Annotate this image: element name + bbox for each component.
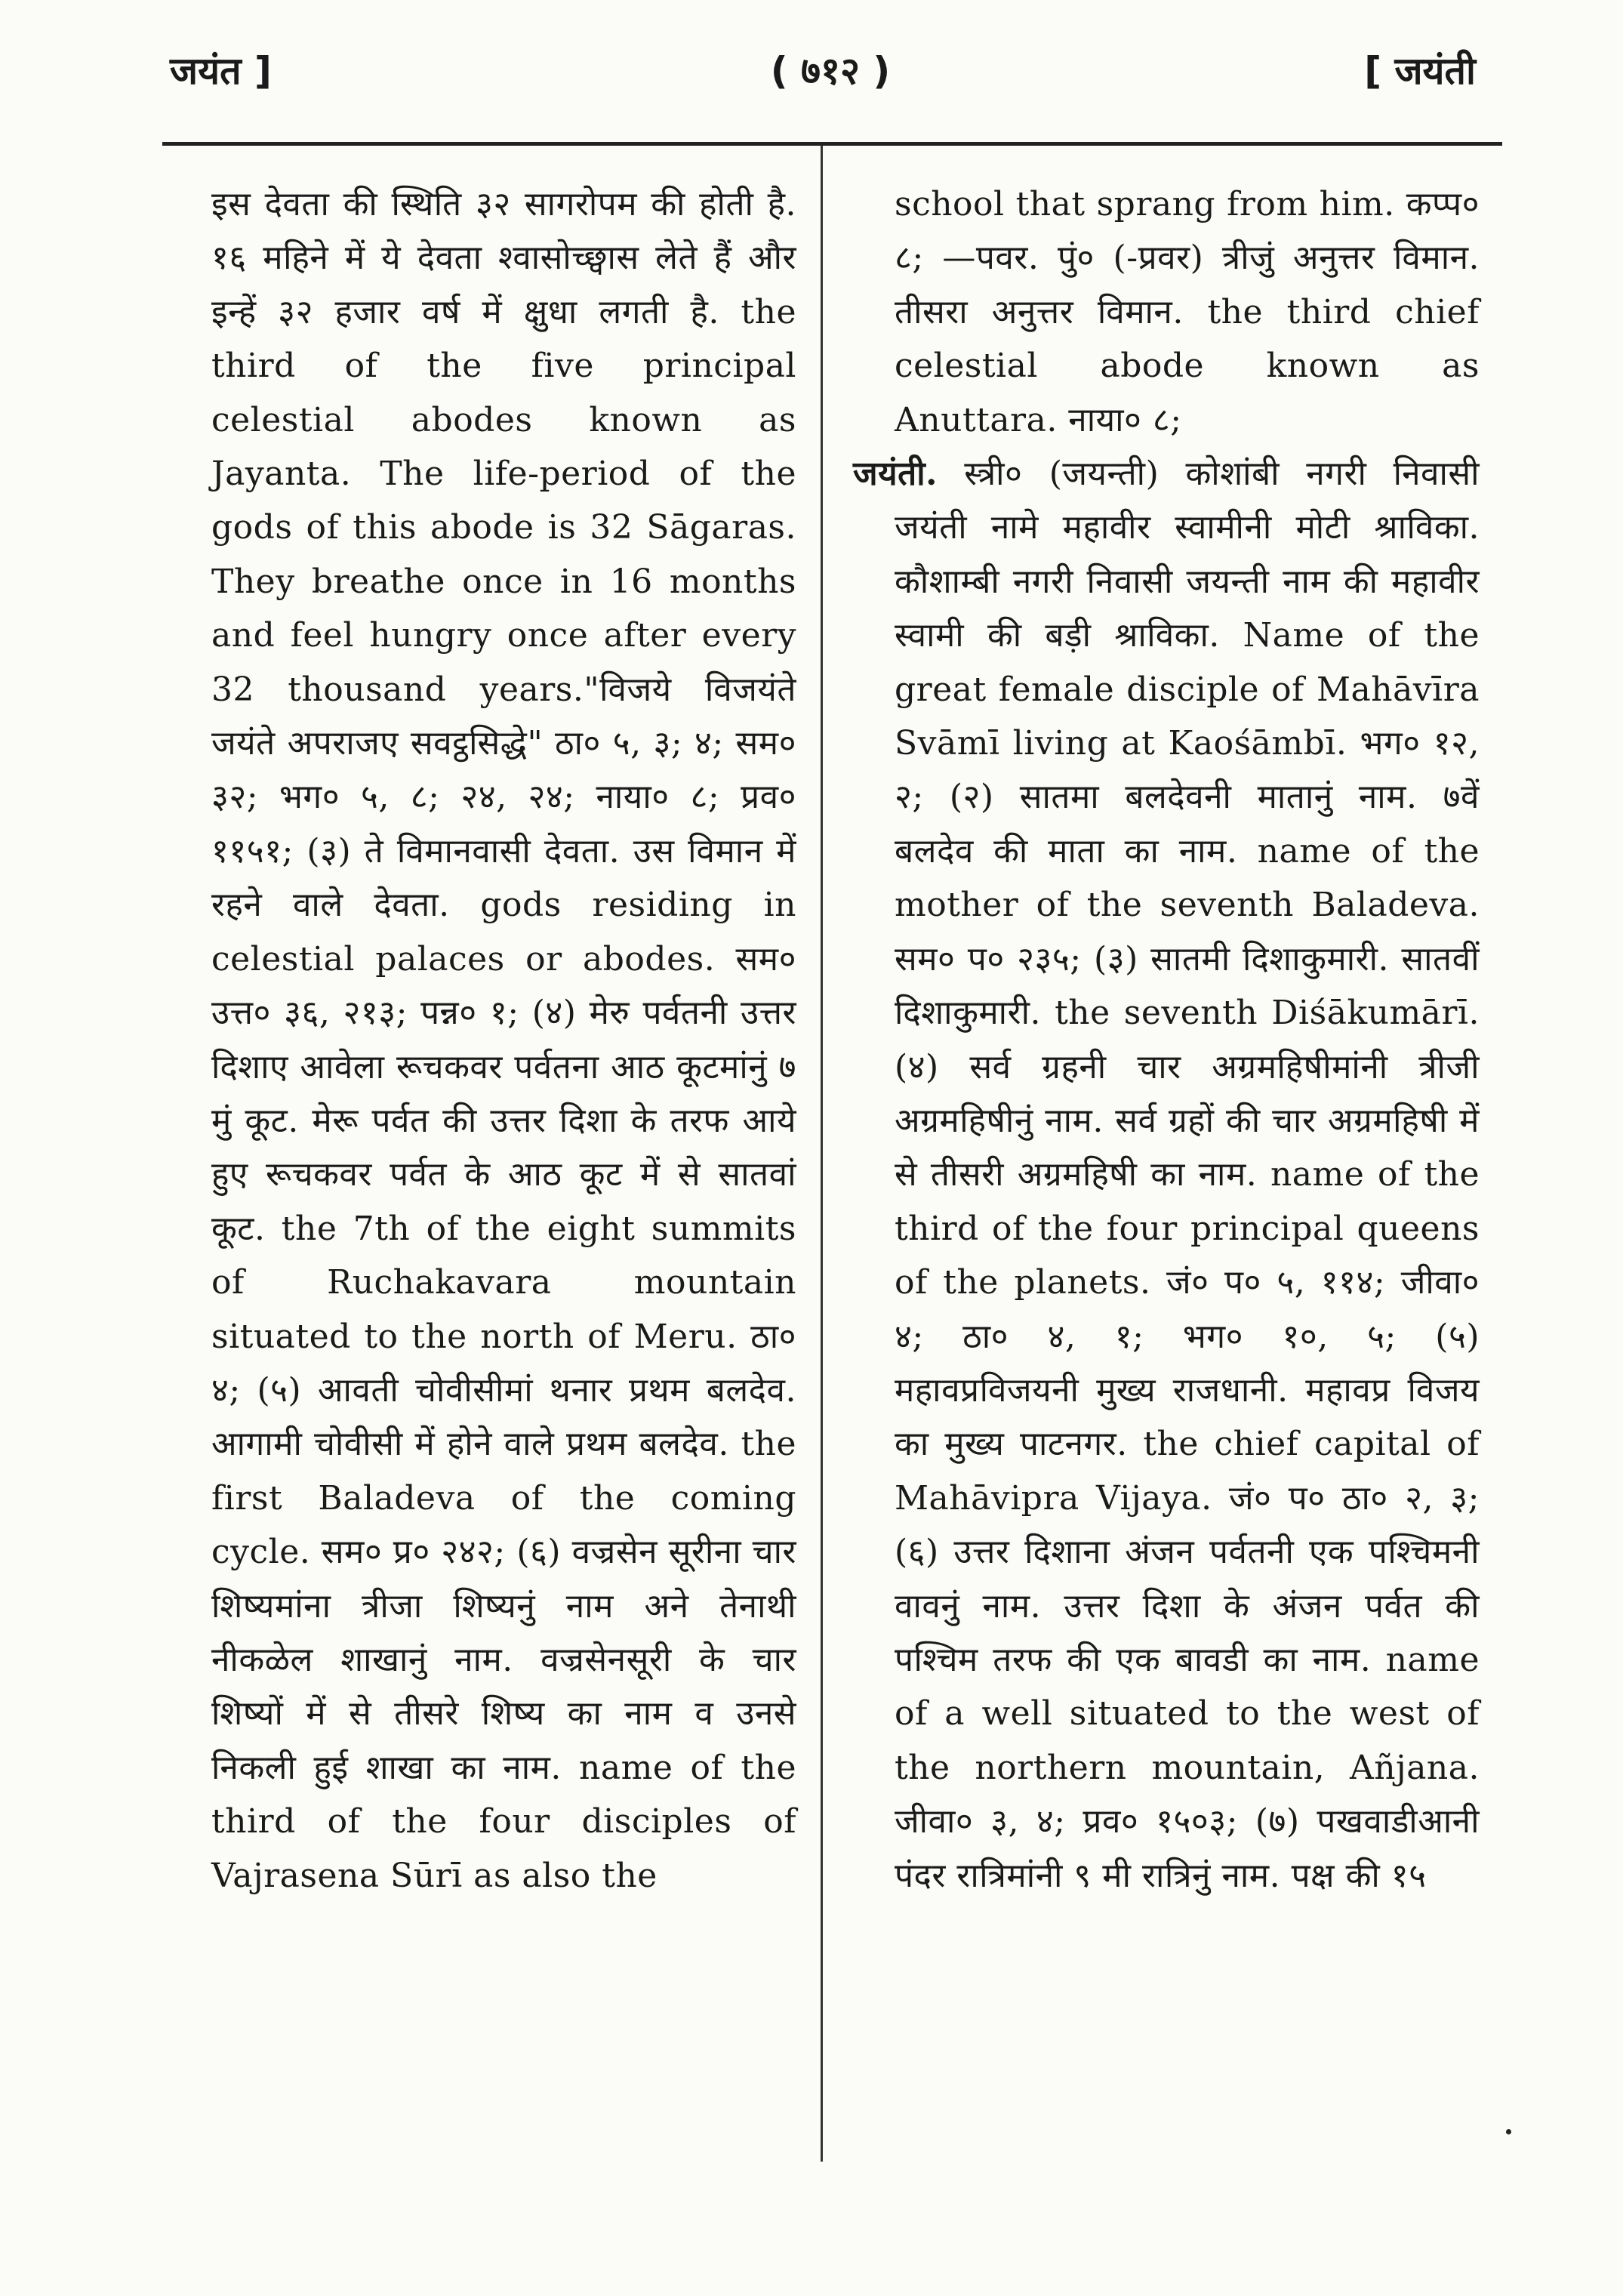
header-left-guide-word: जयंत ]: [170, 49, 272, 93]
right-column-continuation: school that sprang from him. कप्प० ८; —पवर. पुं० (-प्रवर) त्रीजुं अनुत्तर विमान. तीसरा अनुत्तर विमान. the third chief celestial abode known as Anuttara. नाया० ८;: [895, 185, 1480, 439]
dictionary-entry-jayanti: [853, 447, 1480, 1903]
header-right-guide-word: [ जयंती: [1364, 49, 1476, 93]
left-column: [211, 177, 796, 1903]
page-header: [0, 0, 1623, 143]
left-column-text: इस देवता की स्थिति ३२ सागरोपम की होती है. १६ महिने में ये देवता श्वासोच्छ्वास लेते हैं और इन्हें ३२ हजार वर्ष में क्षुधा लगती है. the third of the five principal celestial abodes known as Jayanta. The life-period of the gods of this abode is 32 Sāgaras. They breathe once in 16 months and feel hungry once after every 32 thousand years."विजये विजयंते जयंते अपराजए सवट्ठसिद्धे" ठा० ५, ३; ४; सम० ३२; भग० ५, ८; २४, २४; नाया० ८; प्रव० ११५१; (३) ते विमानवासी देवता. उस विमान में रहने वाले देवता. gods residing in celestial palaces or abodes. सम० उत्त० ३६, २१३; पन्न० १; (४) मेरु पर्वतनी उत्तर दिशाए आवेला रूचकवर पर्वतना आठ कूटमांनुं ७ मुं कूट. मेरू पर्वत की उत्तर दिशा के तरफ आये हुए रूचकवर पर्वत के आठ कूट में से सातवां कूट. the 7th of the eight summits of Ruchakavara mountain situated to the north of Meru. ठा० ४; (५) आवती चोवीसीमां थनार प्रथम बलदेव. आगामी चोवीसी में होने वाले प्रथम बलदेव. the first Baladeva of the coming cycle. सम० प्र० २४२; (६) वज्रसेन सूरीना चार शिष्यमांना त्रीजा शिष्यनुं नाम अने तेनाथी नीकळेल शाखानुं नाम. वज्रसेनसूरी के चार शिष्यों में से तीसरे शिष्य का नाम व उनसे निकली हुई शाखा का नाम. name of the third of the four disciples of Vajrasena Sūrī as also the: [211, 185, 796, 1895]
column-divider: [821, 146, 823, 2162]
header-rule: [162, 142, 1502, 146]
page-number: ( ७१२ ): [770, 49, 891, 93]
right-column: [853, 177, 1480, 1903]
page-mark: [1506, 2129, 1511, 2134]
entry-headword: जयंती.: [853, 455, 938, 494]
entry-text: स्त्री० (जयन्ती) कोशांबी नगरी निवासी जयंती नामे महावीर स्वामीनी मोटी श्राविका. कौशाम्बी नगरी निवासी जयन्ती नाम की महावीर स्वामी की बड़ी श्राविका. Name of the great female disciple of Mahāvīra Svāmī living at Kaośāmbī. भग० १२, २; (२) सातमा बलदेवनी मातानुं नाम. ७वें बलदेव की माता का नाम. name of the mother of the seventh Baladeva. सम० प० २३५; (३) सातमी दिशाकुमारी. सातवीं दिशाकुमारी. the seventh Diśākumārī. (४) सर्व ग्रहनी चार अग्रमहिषीमांनी त्रीजी अग्रमहिषीनुं नाम. सर्व ग्रहों की चार अग्रमहिषी में से तीसरी अग्रमहिषी का नाम. name of the third of the four principal queens of the planets. जं० प० ५, ११४; जीवा० ४; ठा० ४, १; भग० १०, ५; (५) महावप्रविजयनी मुख्य राजधानी. महावप्र विजय का मुख्य पाटनगर. the chief capital of Mahāvipra Vijaya. जं० प० ठा० २, ३; (६) उत्तर दिशाना अंजन पर्वतनी एक पश्चिमनी वावनुं नाम. उत्तर दिशा के अंजन पर्वत की पश्चिम तरफ की एक बावडी का नाम. name of a well situated to the west of the northern mountain, Añjana. जीवा० ३, ४; प्रव० १५०३; (७) पखवाडीआनी पंदर रात्रिमांनी ९ मी रात्रिनुं नाम. पक्ष की १५: [895, 455, 1480, 1895]
